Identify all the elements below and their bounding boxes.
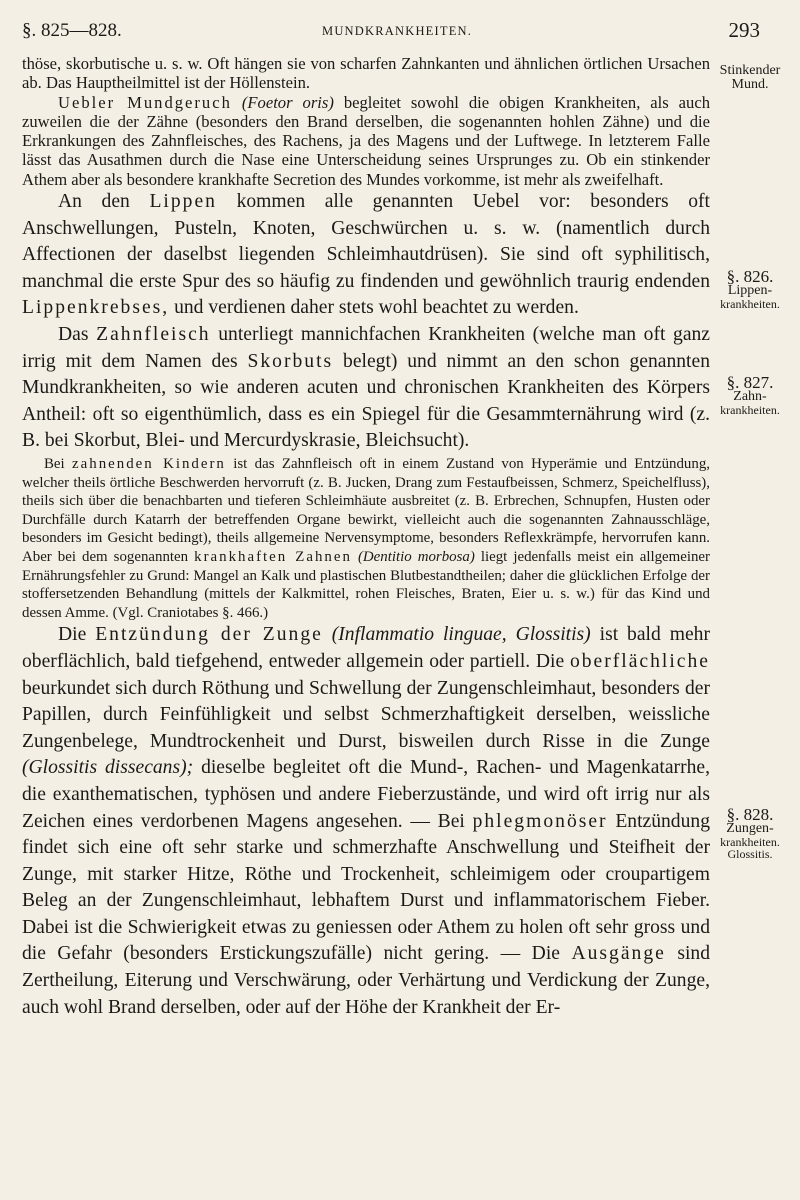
text-run: beurkundet sich durch Röthung und Schwellung der Zungenschleimhaut, besonders der Papillen, durch Feinfühligkeit und selbst Schmerzhaftigkeit derselben, weissliche Zungenbelege, Mundtrockenheit und Durst, bisweilen durch Risse in die Zunge <box>22 677 710 752</box>
latin-term: (Dentitio morbosa) <box>357 548 475 565</box>
main-text <box>22 54 710 1021</box>
term-zahnende-kinder: zahnenden Kindern <box>72 456 226 473</box>
paragraph-zahnende-kinder <box>22 455 710 622</box>
term-lippen: Lippen <box>149 191 217 213</box>
margin-note-sub: krankheiten. <box>720 835 780 849</box>
text-run: unterliegt mannichfachen Krankheiten (welche man oft ganz irrig mit dem Namen des <box>22 324 711 372</box>
text-run: Bei <box>44 456 65 473</box>
latin-term: (Inflammatio linguae, Glossitis) <box>331 624 591 646</box>
running-title: MUNDKRANKHEITEN. <box>322 24 473 38</box>
margin-note-title: Lippen- <box>727 283 773 298</box>
text-run: ist bald mehr oberflächlich, bald tiefgehend, entweder allgemein oder partiell. Die <box>22 624 710 672</box>
term-mundgeruch: Uebler Mundgeruch <box>58 92 232 112</box>
text-run: An den <box>58 191 130 213</box>
margin-section-number: §. 827. <box>726 373 774 392</box>
margin-note-sub: krankheiten. <box>720 403 780 417</box>
paragraph-glossitis <box>22 622 710 1021</box>
page-number: 293 <box>728 18 760 42</box>
paragraph-lippen <box>22 189 710 322</box>
text-run: liegt jedenfalls meist ein allgemeiner Ernährungsfehler zu Grund: Mangel an Kalk und plastischen Blutbestandtheilen; daher die glücklichen Erfolge der stoffersetzenden Behandlung (mittels der Kalkmittel, rohen Fleisches, Braten, Eier u. s. w.) für das Kind und dessen Amme. (Vgl. Craniotabes §. 466.) <box>22 548 710 621</box>
paragraph-intro <box>22 54 710 93</box>
term-lippenkrebs: Lippenkrebses, <box>22 297 170 319</box>
term-zahnfleisch: Zahnfleisch <box>96 324 211 346</box>
text-run: ist das Zahnfleisch oft in einem Zustand von Hyperämie und Entzündung, welcher theils örtliche Beschwerden hervorruft (z. B. Jucken, Drang zum Festaufbeissen, Schmerz, Speichelfluss), theils sich über die benachbarten und tieferen Schleimhäute ausbreitet (z. B. Erbrechen, Schnupfen, Husten oder Durchfälle durch Katarrh der betreffenden Organe bewirkt, vielleicht auch die sogenannten Zahnausschläge, besonders im Gesicht bedingt), theils allgemeine Nervensymptome, besonders Reflexkrämpfe, hervorrufen kann. Aber bei dem sogenannten <box>22 456 710 565</box>
text-run: sind Zertheilung, Eiterung und Verschwärung, oder Verhärtung und Verdickung der Zunge, auch wohl Brand derselben, oder auf der Höhe der Krankheit der Er- <box>22 943 711 1018</box>
margin-note-stinkender-mund <box>706 64 794 92</box>
paragraph-zahnfleisch <box>22 322 710 455</box>
margin-note-extra: Glossitis. <box>727 847 773 861</box>
text-run: dieselbe begleitet oft die Mund-, Rachen- und Magenkatarrhe, die exanthematischen, typhösen und andere Fieberzustände, und wird oft irrig nur als Zeichen eines verdorbenen Magens angesehen. — Bei <box>22 757 710 832</box>
margin-section-number: §. 826. <box>726 267 774 286</box>
term-ausgaenge: Ausgänge <box>571 943 666 965</box>
term-skorbut: Skorbuts <box>247 350 334 372</box>
margin-note-827 <box>706 373 794 417</box>
text-run: belegt) und nimmt an den schon genannten Mundkrankheiten, so wie anderen acuten und chronischen Krankheiten des Körpers Antheil: oft so eigenthümlich, dass es ein Spiegel für die Gesammternährung wird (z. B. bei Skorbut, Blei- und Mercurdyskrasie, Bleichsucht). <box>22 350 710 452</box>
text-run: Das <box>58 324 89 346</box>
margin-note-sub: krankheiten. <box>720 297 780 311</box>
margin-note-826 <box>706 267 794 311</box>
margin-note-line: Mund. <box>731 77 769 92</box>
text-run: Entzündung findet sich eine oft sehr starke und schmerzhafte Anschwellung und Steifheit der Zunge, mit starker Hitze, Röthe und Trockenheit, schleimigem oder croupartigem Beleg an der Zungenschleimhaut, lebhaftem Durst und inflammatorischem Fieber. Dabei ist die Schwierigkeit etwas zu geniessen oder Athem zu holen oft sehr gross und die Gefahr (besonders Erstickungszufälle) nicht gering. — Die <box>22 810 710 965</box>
margin-section-number: §. 828. <box>726 805 774 824</box>
term-krankhaftes-zahnen: krankhaften Zahnen <box>194 548 352 565</box>
latin-term: (Glossitis dissecans); <box>22 757 194 779</box>
term-zungenentzuendung: Entzündung der Zunge <box>95 624 323 646</box>
text-run: begleitet sowohl die obigen Krankheiten, als auch zuweilen die der Zähne (besonders den Brand derselben, die sogenannten hohlen Zähne) und die Erkrankungen des Zahnfleisches, des Rachens, ja des Magens und der Luftwege. In letzterem Falle lässt das Ausathmen durch die Nase eine Unterscheidung seines Ursprunges zu. Ob ein stinkender Athem aber als besondere krankhafte Secretion des Mundes vorkomme, ist mehr als zweifelhaft. <box>22 92 711 189</box>
latin-term: (Foetor oris) <box>241 92 334 112</box>
text-run: und verdienen daher stets wohl beachtet zu werden. <box>174 297 579 319</box>
text-run: Die <box>58 624 87 646</box>
term-phlegmonoes: phlegmonöser <box>472 810 608 832</box>
margin-note-line: Stinkender <box>719 63 781 78</box>
section-range: §. 825—828. <box>22 20 122 41</box>
margin-note-828 <box>706 805 794 861</box>
text-run: kommen alle genannten Uebel vor: besonders oft Anschwellungen, Pusteln, Knoten, Geschwürchen u. s. w. (namentlich durch Affectionen der daselbst liegenden Schleimhautdrüsen). Sie sind oft syphilitisch, manchmal die erste Spur des so häufig zu findenden und gewöhnlich traurig endenden <box>22 191 710 292</box>
margin-note-title: Zungen- <box>726 821 774 836</box>
margin-note-title: Zahn- <box>733 389 767 404</box>
term-oberflaechlich: oberflächliche <box>569 650 710 672</box>
text-run: thöse, skorbutische u. s. w. Oft hängen sie von scharfen Zahnkanten und ähnlichen örtlichen Ursachen ab. Das Hauptheilmittel ist der Höllenstein. <box>22 54 710 93</box>
page-header <box>22 14 778 42</box>
paragraph-mundgeruch <box>22 93 710 189</box>
